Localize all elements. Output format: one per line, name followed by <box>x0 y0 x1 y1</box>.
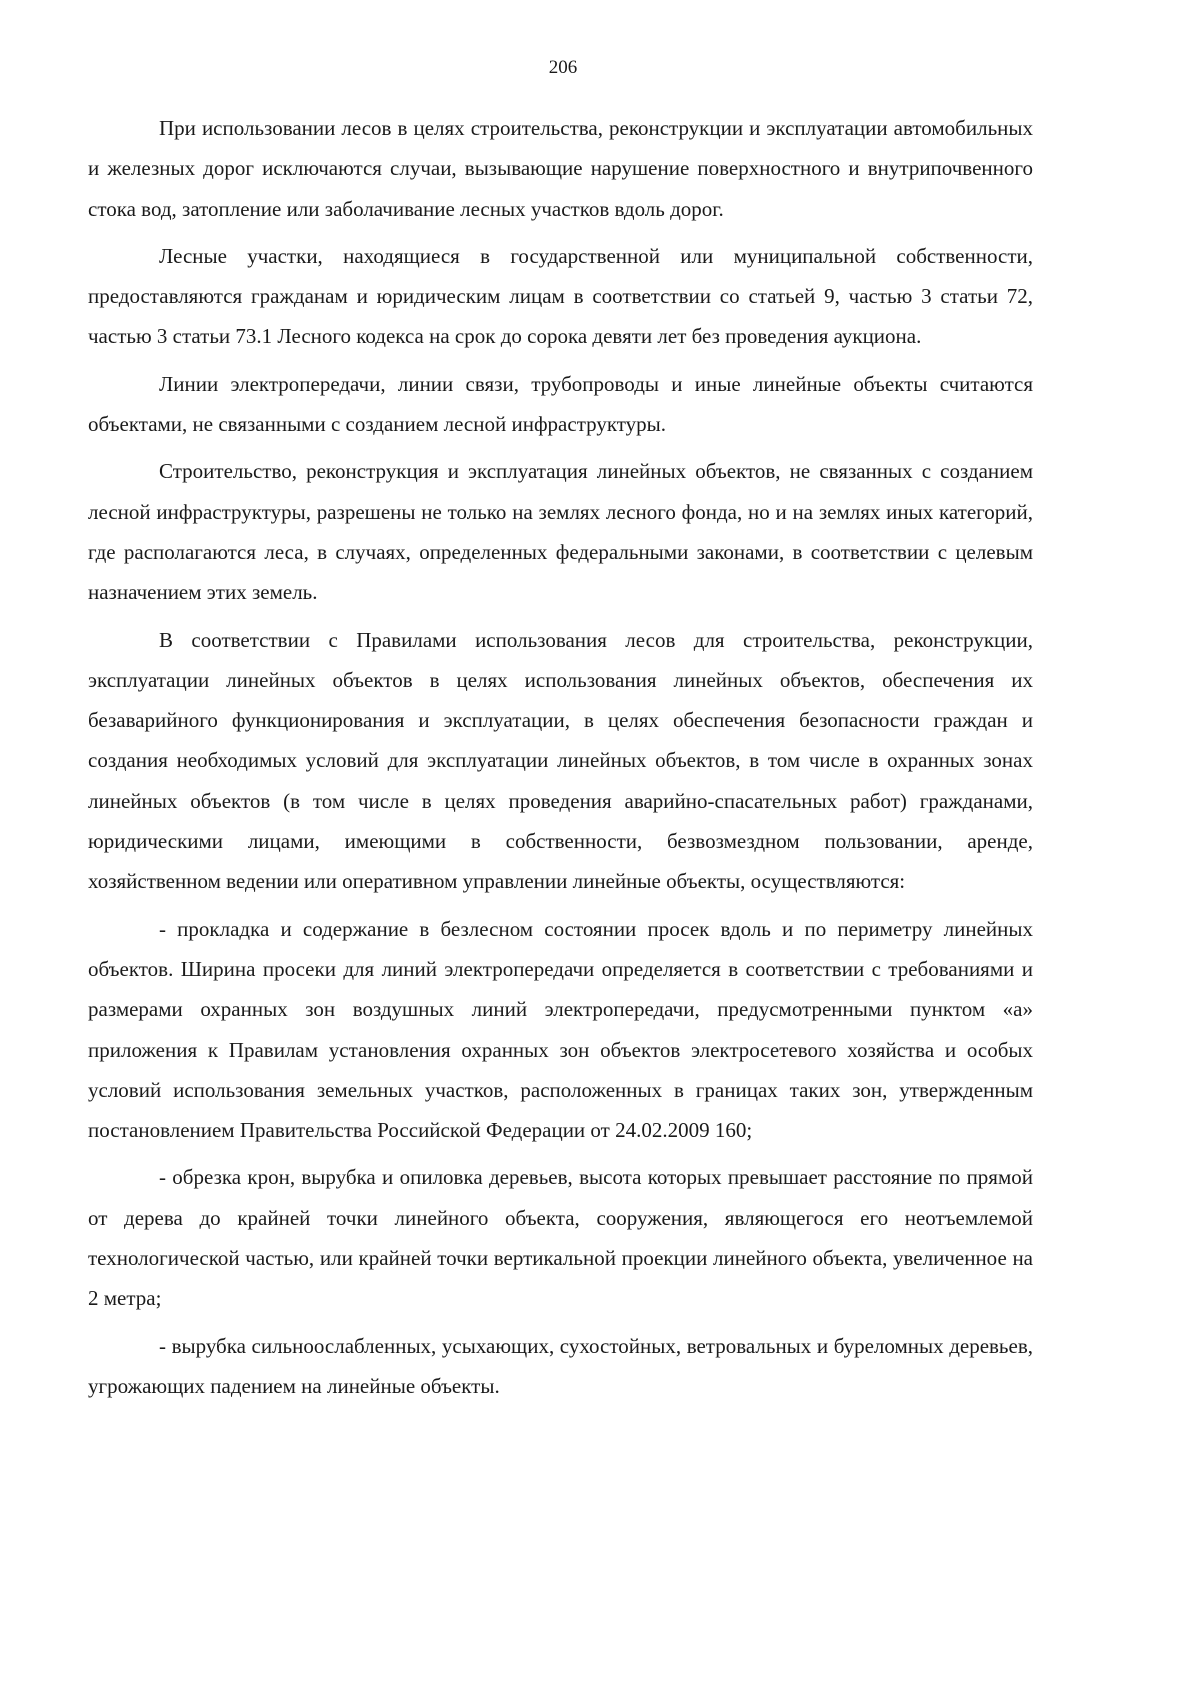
list-item-felling-weakened-trees: - вырубка сильноослабленных, усыхающих, сухостойных, ветровальных и буреломных деревьев, угрожающих падением на линейные объекты. <box>88 1333 1033 1398</box>
page-number: 206 <box>548 57 578 78</box>
paragraph-linear-objects-definition: Линии электропередачи, линии связи, трубопроводы и иные линейные объекты считаются объектами, не связанными с созданием лесной инфраструктуры. <box>88 371 1033 437</box>
list-item-clearings: - прокладка и содержание в безлесном состоянии просек вдоль и по периметру линейных объектов. Ширина просеки для линий электропередачи определяется в соответствии с требованиями и размерами охранных зон воздушных линий электропередачи, предусмотренными пунктом «а» приложения к Правилам установления охранных зон объектов электросетевого хозяйства и особых условий использования земельных участков, расположенных в границах таких зон, утвержденным постановлением Правительства Российской Федерации от 24.02.2009 160; <box>88 916 1033 1143</box>
paragraph-rules-for-use: В соответствии с Правилами использования лесов для строительства, реконструкции, эксплуатации линейных объектов в целях использования линейных объектов, обеспечения их безаварийного функционирования и эксплуатации, в целях обеспечения безопасности граждан и создания необходимых условий для эксплуатации линейных объектов, в том числе в охранных зонах линейных объектов (в том числе в целях проведения аварийно-спасательных работ) гражданами, юридическими лицами, имеющими в собственности, безвозмездном пользовании, аренде, хозяйственном ведении или оперативном управлении линейные объекты, осуществляются: <box>88 627 1033 894</box>
paragraph-linear-objects-construction: Строительство, реконструкция и эксплуатация линейных объектов, не связанных с созданием лесной инфраструктуры, разрешены не только на землях лесного фонда, но и на землях иных категорий, где располагаются леса, в случаях, определенных федеральными законами, в соответствии с целевым назначением этих земель. <box>88 459 1033 605</box>
paragraph-road-construction: При использовании лесов в целях строительства, реконструкции и эксплуатации автомобильных и железных дорог исключаются случаи, вызывающие нарушение поверхностного и внутрипочвенного стока вод, затопление или заболачивание лесных участков вдоль дорог. <box>88 116 1033 221</box>
paragraph-forest-plots-provision: Лесные участки, находящиеся в государственной или муниципальной собственности, предоставляются гражданам и юридическим лицам в соответствии со статьей 9, частью 3 статьи 72, частью 3 статьи 73.1 Лесного кодекса на срок до сорока девяти лет без проведения аукциона. <box>88 243 1033 349</box>
document-body <box>88 108 1033 1413</box>
list-item-crown-trimming: - обрезка крон, вырубка и опиловка деревьев, высота которых превышает расстояние по прямой от дерева до крайней точки линейного объекта, сооружения, являющегося его неотъемлемой технологической частью, или крайней точки вертикальной проекции линейного объекта, увеличенное на 2 метра; <box>88 1165 1033 1311</box>
